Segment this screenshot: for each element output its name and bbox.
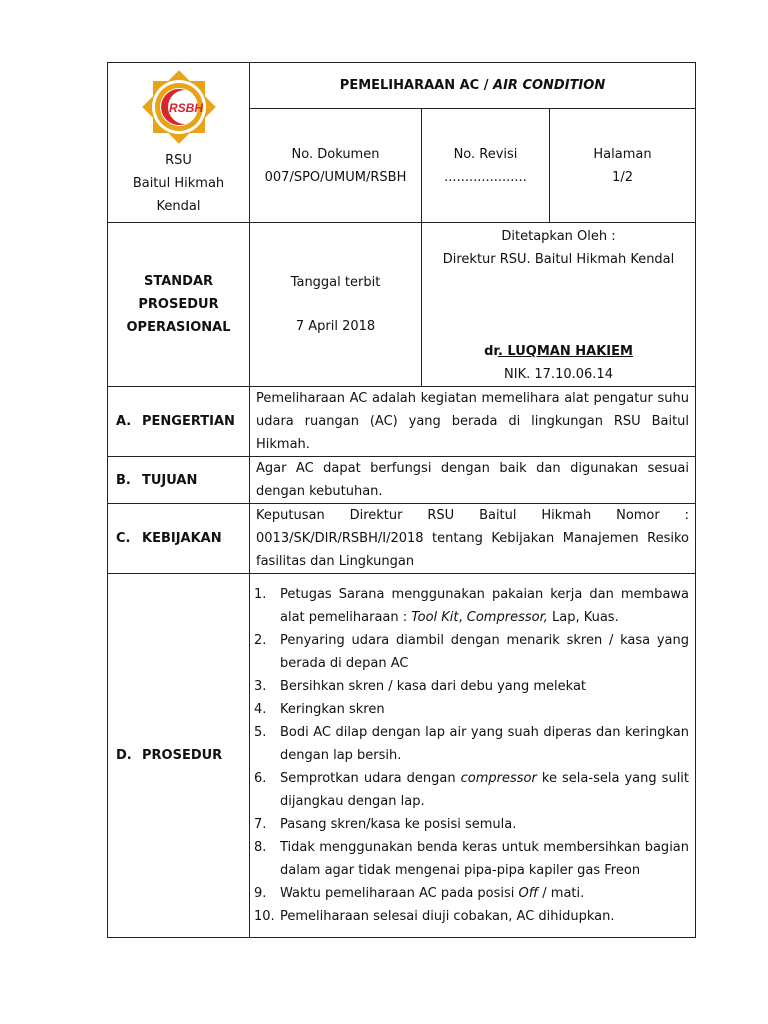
logo-text: RSBH (168, 101, 203, 115)
section-d-label: D. PROSEDUR (108, 574, 250, 938)
sop-document-table (107, 62, 696, 938)
procedure-step-10: 10. Pemeliharaan selesai diuji cobakan, AC dihidupkan. (254, 909, 615, 924)
sop-line1: STANDAR (143, 274, 214, 289)
approval-cell (422, 223, 696, 387)
approved-label: Ditetapkan Oleh : (501, 229, 616, 244)
section-a-text: Pemeliharaan AC adalah kegiatan memelihara alat pengatur suhu udara ruangan (AC) yang berada di lingkungan RSU Baitul Hikmah. (250, 387, 696, 457)
revision-value: .................... (444, 169, 527, 185)
org-name-line2: Baitul Hikmah (132, 176, 225, 191)
doctor-name: dr. LUQMAN HAKIEM (484, 344, 633, 359)
page-cell (550, 109, 696, 223)
procedure-step-1: 1. Petugas Sarana menggunakan pakaian kerja dan membawa alat pemeliharaan : Tool Kit, Compressor, Lap, Kuas. (254, 587, 690, 625)
issue-date-label: Tanggal terbit (290, 274, 381, 290)
org-name-line3: Kendal (156, 199, 201, 214)
doc-number-value: 007/SPO/UMUM/RSBH (264, 169, 407, 185)
document-number-cell (250, 109, 422, 223)
sop-line2: PROSEDUR (138, 297, 219, 312)
doctor-nik: NIK. 17.10.06.14 (504, 367, 613, 382)
procedure-step-5: 5. Bodi AC dilap dengan lap air yang suah diperas dan keringkan dengan lap bersih. (254, 725, 690, 763)
section-c-label: C. KEBIJAKAN (108, 504, 250, 574)
procedure-step-9: 9. Waktu pemeliharaan AC pada posisi Off / mati. (254, 886, 585, 901)
org-name-line1: RSU (165, 153, 192, 168)
document-title: PEMELIHARAAN AC / AIR CONDITION (250, 63, 696, 109)
doc-number-label: No. Dokumen (291, 146, 380, 162)
procedure-step-4: 4. Keringkan skren (254, 702, 385, 717)
procedure-step-6: 6. Semprotkan udara dengan compressor ke sela-sela yang sulit dijangkau dengan lap. (254, 771, 690, 809)
section-b-label: B. TUJUAN (108, 457, 250, 504)
section-b-text: Agar AC dapat berfungsi dengan baik dan digunakan sesuai dengan kebutuhan. (250, 457, 696, 504)
procedure-list (250, 583, 695, 928)
approved-by: Direktur RSU. Baitul Hikmah Kendal (442, 252, 675, 267)
procedure-step-2: 2. Penyaring udara diambil dengan menarik skren / kasa yang berada di depan AC (254, 633, 690, 671)
procedure-step-8: 8. Tidak menggunakan benda keras untuk membersihkan bagian dalam agar tidak mengenai pipa-pipa kapiler gas Freon (254, 840, 690, 878)
page-label: Halaman (593, 146, 652, 162)
revision-cell (422, 109, 550, 223)
procedure-step-3: 3. Bersihkan skren / kasa dari debu yang melekat (254, 679, 587, 694)
section-a-label: A. PENGERTIAN (108, 387, 250, 457)
section-c-text: Keputusan Direktur RSU Baitul Hikmah Nomor : 0013/SK/DIR/RSBH/I/2018 tentang Kebijakan Manajemen Resiko fasilitas dan Lingkungan (250, 504, 696, 574)
rsbh-logo (138, 67, 220, 147)
sop-label-cell (108, 223, 250, 387)
hospital-identity-cell (108, 63, 250, 223)
page-value: 1/2 (612, 169, 633, 185)
issue-date-value: 7 April 2018 (295, 318, 376, 334)
revision-label: No. Revisi (453, 146, 518, 162)
procedure-steps-cell (250, 574, 696, 938)
procedure-step-7: 7. Pasang skren/kasa ke posisi semula. (254, 817, 517, 832)
sop-line3: OPERASIONAL (126, 320, 231, 335)
issue-date-cell (250, 223, 422, 387)
